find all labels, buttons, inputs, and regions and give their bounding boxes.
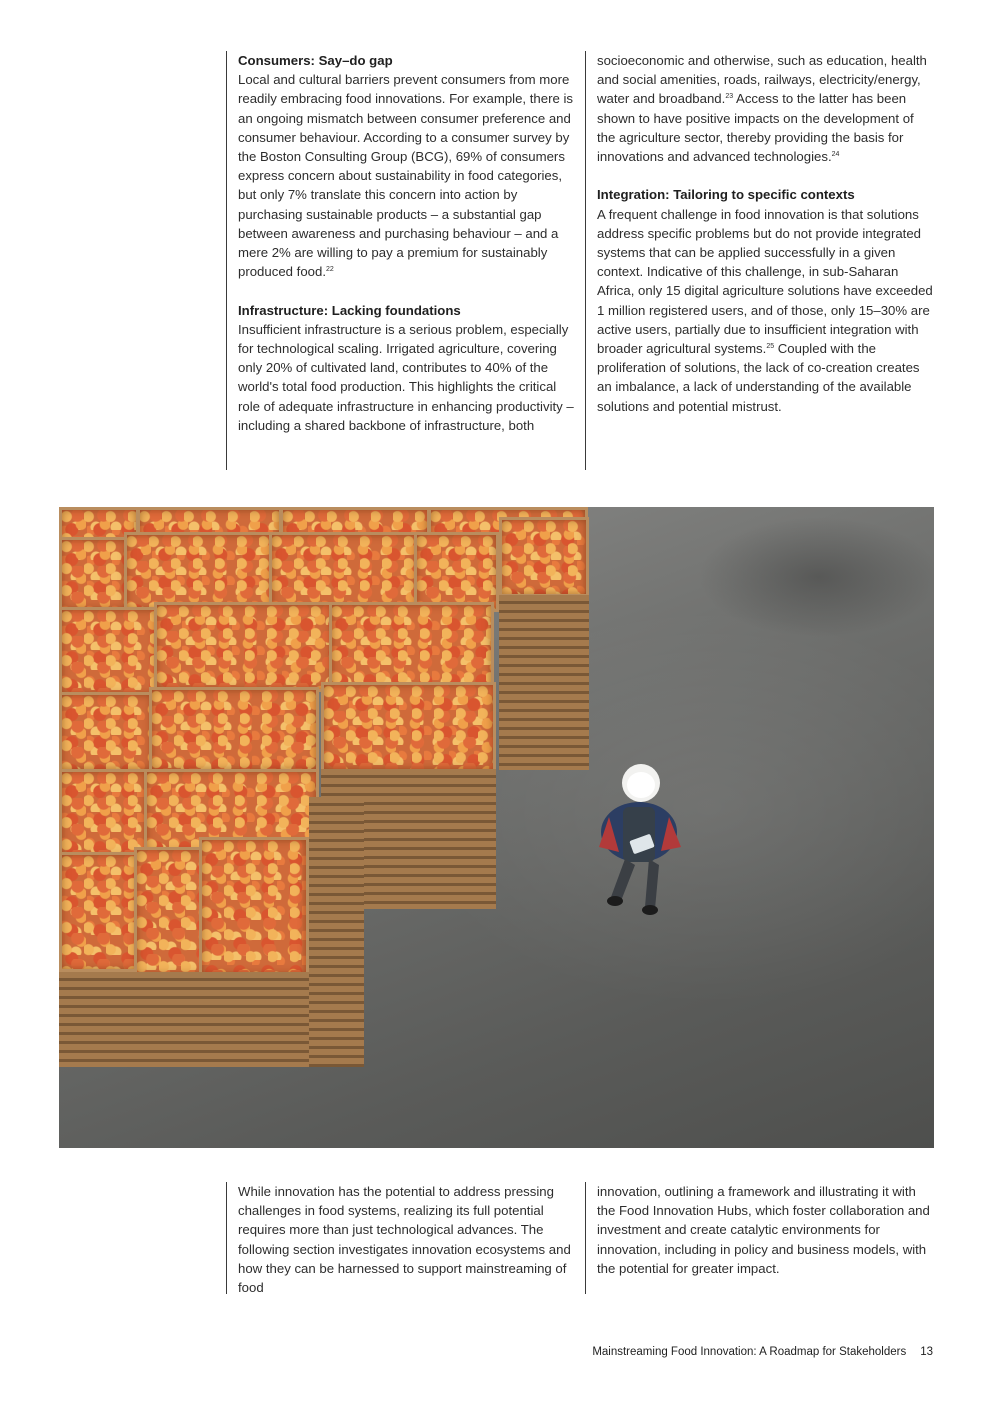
paragraph-consumers-text: Local and cultural barriers prevent consumers from more readily embracing food innovations. For example, there is an ongoing mismatch between consumer preference and consumer behaviour. According to a consumer survey by the Boston Consulting Group (BCG), 69% of consumers express concern about sustainability in food categories, but only 7% translate this concern into action by purchasing sustainable products – a substantial gap between awareness and purchasing behaviour – and a mere 2% are willing to pay a premium for sustainably produced food. xyxy=(238,72,573,280)
heading-infrastructure: Infrastructure: Lacking foundations xyxy=(238,302,461,318)
apple-crate xyxy=(59,769,149,859)
text-column-bottom-right xyxy=(585,1182,935,1294)
paragraph-infrastructure-continued xyxy=(597,51,935,166)
footer-report-title-sub: A Roadmap for Stakeholders xyxy=(756,1346,907,1358)
apple-crate xyxy=(321,682,496,772)
paragraph-infra-cont-text-b: Access to the latter has been shown to have positive impacts on the development of the agriculture sector, thereby providing the basis for innovations and advanced technologies. xyxy=(597,91,914,165)
apple-crate xyxy=(59,537,129,612)
crate-stack-side xyxy=(59,972,309,1067)
paragraph-integration-text-a: A frequent challenge in food innovation is that solutions address specific problems but do not provide integrated systems that can be applied successfully in a given context. Indicative of this challenge, in sub-Saharan Africa, only 15 digital agriculture solutions have exceeded 1 million registered users, and of those, only 15–30% are active users, partially due to insufficient integration with broader agricultural systems. xyxy=(597,206,933,357)
apple-crate xyxy=(59,607,159,697)
apple-crate xyxy=(149,687,319,772)
paragraph-infra-cont-text-a: socioeconomic and otherwise, such as education, health and social amenities, roads, railways, electricity/energy, water and broadband. xyxy=(597,53,927,107)
page-number: 13 xyxy=(920,1346,933,1358)
text-column-top-left xyxy=(226,51,578,470)
crate-stack-side xyxy=(499,595,589,770)
heading-consumers-say-do-gap: Consumers: Say–do gap xyxy=(238,53,393,68)
paragraph-integration xyxy=(597,205,935,416)
apple-crate xyxy=(199,837,309,977)
warehouse-apples-photo xyxy=(59,507,934,1148)
text-column-bottom-left xyxy=(226,1182,578,1294)
paragraph-closing-right: innovation, outlining a framework and illustrating it with the Food Innovation Hubs, which foster collaboration and investment and create catalytic environments for innovation, including in policy and business models, with the potential for greater impact. xyxy=(597,1184,930,1276)
footnote-ref-25[interactable]: 25 xyxy=(766,343,775,351)
footnote-ref-22[interactable]: 22 xyxy=(326,266,334,274)
apple-crate xyxy=(59,692,154,772)
paragraph-integration-text-b: Coupled with the proliferation of solutions, the lack of co-creation creates an imbalance, a lack of understanding of the available solutions and potential mistrust. xyxy=(597,341,920,414)
apple-crate xyxy=(414,532,499,612)
footnote-ref-23[interactable]: 23 xyxy=(725,93,734,101)
apple-crate xyxy=(154,602,334,692)
footer-report-title xyxy=(592,1346,906,1358)
page-footer xyxy=(592,1346,933,1358)
apple-crate xyxy=(499,517,589,597)
apple-crate xyxy=(329,602,494,692)
paragraph-consumers xyxy=(238,70,578,281)
text-column-top-right xyxy=(585,51,935,470)
apple-crate xyxy=(269,532,419,612)
footnote-ref-24[interactable]: 24 xyxy=(831,151,840,159)
crate-stack-side xyxy=(309,797,364,1067)
heading-integration: Integration: Tailoring to specific contexts xyxy=(597,187,855,203)
apple-crate xyxy=(59,852,139,972)
apple-crate xyxy=(124,532,274,612)
worker-figure xyxy=(579,747,699,927)
paragraph-infrastructure: Insufficient infrastructure is a serious problem, especially for technological scaling. Irrigated agriculture, covering only 20% of cultivated land, contributes to 40% of the world's total food production. This highlights the critical role of adequate infrastructure in enhancing productivity – including a shared backbone of infrastructure, both xyxy=(238,321,574,433)
footer-report-title-main: Mainstreaming Food Innovation: xyxy=(592,1346,757,1358)
paragraph-closing-left: While innovation has the potential to address pressing challenges in food systems, realizing its full potential requires more than just technological advances. The following section investigates innovation ecosystems and how they can be harnessed to support mainstreaming of food xyxy=(238,1184,571,1296)
